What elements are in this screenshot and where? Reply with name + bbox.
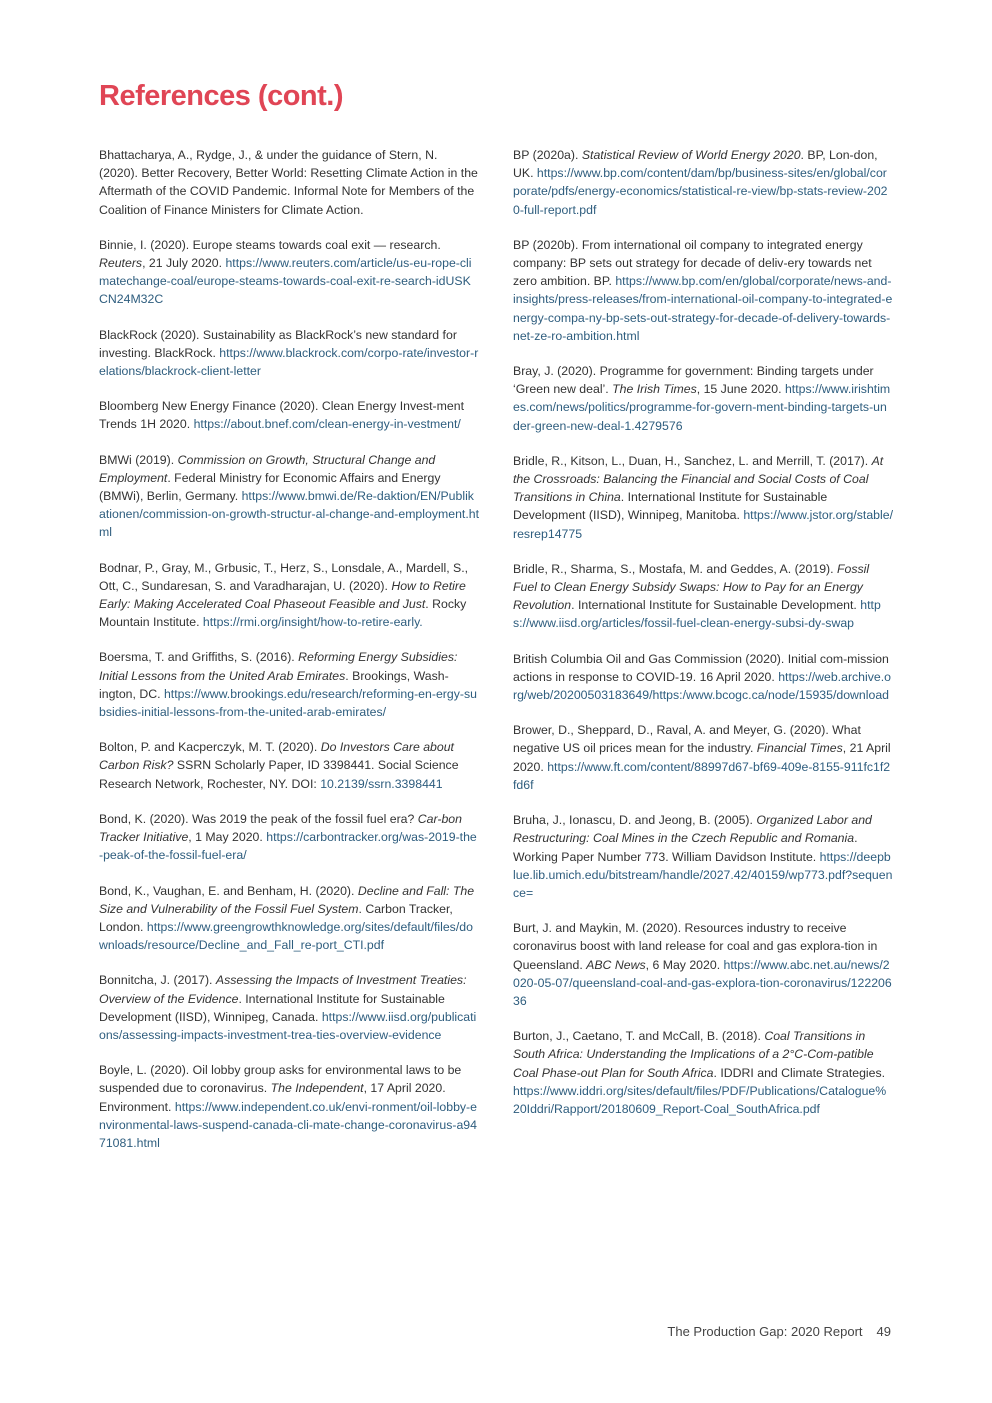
reference-entry: Burt, J. and Maykin, M. (2020). Resources industry to receive coronavirus boost with land release for coal and gas explora-tion in Queensland. ABC News, 6 May 2020. https://www.abc.net.au/news/2020-05-07/queensland-coal-and-gas-explora-tion-coronavirus/12220636 <box>513 921 892 1008</box>
reference-link[interactable]: https://www.bmwi.de/Re-daktion/EN/Publikationen/commission-on-growth-structur-al-change-and-employment.html <box>99 489 480 540</box>
reference-link[interactable]: https://www.greengrowthknowledge.org/sites/default/files/downloads/resource/Decline_and_Fall_re-port_CTI.pdf <box>99 919 473 953</box>
reference-link[interactable]: https://www.blackrock.com/corpo-rate/investor-relations/blackrock-client-letter <box>99 345 479 379</box>
reference-link[interactable]: https://www.reuters.com/article/us-eu-rope-climatechange-coal/europe-steams-towards-coal-exit-re-search-idUSKCN24M32C <box>99 256 472 307</box>
reference-entry: Burton, J., Caetano, T. and McCall, B. (2018). Coal Transitions in South Africa: Understanding the Implications of a 2°C-Com-patible Coal Phase-out Plan for South Africa. IDDRI and Climate Strategies. https://www.iddri.org/sites/default/files/PDF/Publications/Catalogue%20Iddri/Rapport/20180609_Report-Coal_SouthAfrica.pdf <box>513 1029 887 1116</box>
reference-link[interactable]: 10.2139/ssrn.3398441 <box>320 776 443 791</box>
references-right-column <box>513 146 893 1135</box>
reference-entry: Boyle, L. (2020). Oil lobby group asks for environmental laws to be suspended due to coronavirus. The Independent, 17 April 2020. Environment. https://www.independent.co.uk/envi-ronment/oil-lobby-environmental-laws-suspend-canada-cli-mate-change-coronavirus-a9471081.html <box>99 1063 477 1150</box>
reference-link[interactable]: https://rmi.org/insight/how-to-retire-early. <box>202 615 423 630</box>
reference-entry: Bhattacharya, A., Rydge, J., & under the guidance of Stern, N. (2020). Better Recovery, Better World: Resetting Climate Action in the Aftermath of the COVID Pandemic. Informal Note for Members of the Coalition of Finance Ministers for Climate Action. <box>99 148 478 217</box>
reference-entry: Brower, D., Sheppard, D., Raval, A. and Meyer, G. (2020). What negative US oil prices mean for the industry. Financial Times, 21 April 2020. https://www.ft.com/content/88997d67-bf69-409e-8155-911fc1f2fd6f <box>513 723 891 792</box>
reference-link[interactable]: https://www.bp.com/en/global/corporate/news-and-insights/press-releases/from-international-oil-company-to-integrated-energy-compa-ny-bp-sets-out-strategy-for-decade-of-delivery-towards-net-ze-ro-ambition.html <box>513 274 893 343</box>
reference-entry: Bond, K., Vaughan, E. and Benham, H. (2020). Decline and Fall: The Size and Vulnerability of the Fossil Fuel System. Carbon Tracker, London. https://www.greengrowthknowledge.org/sites/default/files/downloads/resource/Decline_and_Fall_re-port_CTI.pdf <box>99 883 475 953</box>
reference-link[interactable]: https://www.irishtimes.com/news/politics/programme-for-govern-ment-binding-targets-under-green-new-deal-1.4279576 <box>513 382 891 433</box>
reference-link[interactable]: https://www.iddri.org/sites/default/files/PDF/Publications/Catalogue%20Iddri/Rapport/20180609_Report-Coal_SouthAfrica.pdf <box>513 1083 887 1116</box>
reference-entry: British Columbia Oil and Gas Commission (2020). Initial com-mission actions in response to COVID-19. 16 April 2020. https://web.archive.org/web/20200503183649/https:/www.bcogc.ca/node/15935/download <box>513 651 891 703</box>
reference-entry: BP (2020a). Statistical Review of World Energy 2020. BP, Lon-don, UK. https://www.bp.com/content/dam/bp/business-sites/en/global/corporate/pdfs/energy-economics/statistical-re-view/bp-stats-review-2020-full-report.pdf <box>513 148 888 217</box>
reference-link[interactable]: https://www.independent.co.uk/envi-ronment/oil-lobby-environmental-laws-suspend-canada-cli-mate-change-coronavirus-a9471081.html <box>99 1099 477 1150</box>
reference-entry: BP (2020b). From international oil company to integrated energy company: BP sets out strategy for decade of deliv-ery towards net zero ambition. BP. https://www.bp.com/en/global/corporate/news-and-insights/press-releases/from-international-oil-company-to-integrated-energy-compa-ny-bp-sets-out-strategy-for-decade-of-delivery-towards-net-ze-ro-ambition.html <box>513 237 893 343</box>
reference-link[interactable]: https://www.abc.net.au/news/2020-05-07/queensland-coal-and-gas-explora-tion-coronavirus/12220636 <box>513 957 892 1008</box>
reference-entry: Bodnar, P., Gray, M., Grbusic, T., Herz, S., Lonsdale, A., Mardell, S., Ott, C., Sundaresan, S. and Varadharajan, U. (2020). How to Retire Early: Making Accelerated Coal Phaseout Feasible and Just. Rocky Mountain Institute. https://rmi.org/insight/how-to-retire-early. <box>99 560 469 630</box>
reference-entry: Bruha, J., Ionascu, D. and Jeong, B. (2005). Organized Labor and Restructuring: Coal Mines in the Czech Republic and Romania. Working Paper Number 773. William Davidson Institute. https://deepblue.lib.umich.edu/bitstream/handle/2027.42/40159/wp773.pdf?sequence= <box>513 813 893 900</box>
reference-entry: Boersma, T. and Griffiths, S. (2016). Reforming Energy Subsidies: Initial Lessons from the United Arab Emirates. Brookings, Wash-ington, DC. https://www.brookings.edu/research/reforming-en-ergy-subsidies-initial-lessons-from-the-united-arab-emirates/ <box>99 650 477 720</box>
page-number: 49 <box>876 1324 891 1339</box>
reference-entry: BMWi (2019). Commission on Growth, Structural Change and Employment. Federal Ministry for Economic Affairs and Energy (BMWi), Berlin, Germany. https://www.bmwi.de/Re-daktion/EN/Publikationen/commission-on-growth-structur-al-change-and-employment.html <box>99 452 480 540</box>
reference-link[interactable]: https://about.bnef.com/clean-energy-in-vestment/ <box>193 417 461 432</box>
report-title: The Production Gap: 2020 Report <box>667 1324 863 1339</box>
reference-entry: Bond, K. (2020). Was 2019 the peak of the fossil fuel era? Car-bon Tracker Initiative, 1 May 2020. https://carbontracker.org/was-2019-the-peak-of-the-fossil-fuel-era/ <box>99 811 477 863</box>
reference-entry: Binnie, I. (2020). Europe steams towards coal exit — research. Reuters, 21 July 2020. https://www.reuters.com/article/us-eu-rope-climatechange-coal/europe-steams-towards-coal-exit-re-search-idUSKCN24M32C <box>99 237 472 307</box>
references-left-column <box>99 146 479 1169</box>
reference-link[interactable]: https://web.archive.org/web/20200503183649/https:/www.bcogc.ca/node/15935/download <box>513 669 891 703</box>
reference-link[interactable]: https://carbontracker.org/was-2019-the-peak-of-the-fossil-fuel-era/ <box>99 830 477 863</box>
reference-link[interactable]: https://www.iisd.org/articles/fossil-fuel-clean-energy-subsi-dy-swap <box>513 598 881 631</box>
reference-entry: Bolton, P. and Kacperczyk, M. T. (2020). Do Investors Care about Carbon Risk? SSRN Scholarly Paper, ID 3398441. Social Science Research Network, Rochester, NY. DOI: 10.2139/ssrn.3398441 <box>99 740 459 791</box>
reference-link[interactable]: https://www.iisd.org/publications/assessing-impacts-investment-trea-ties-overview-evidence <box>99 1009 477 1042</box>
page-footer <box>667 1324 891 1339</box>
reference-entry: Bray, J. (2020). Programme for government: Binding targets under ‘Green new deal’. The Irish Times, 15 June 2020. https://www.irishtimes.com/news/politics/programme-for-govern-ment-binding-targets-under-green-new-deal-1.4279576 <box>513 364 891 433</box>
reference-link[interactable]: https://www.ft.com/content/88997d67-bf69-409e-8155-911fc1f2fd6f <box>513 759 891 792</box>
reference-link[interactable]: https://deepblue.lib.umich.edu/bitstream/handle/2027.42/40159/wp773.pdf?sequence= <box>513 849 893 900</box>
reference-entry: Bridle, R., Kitson, L., Duan, H., Sanchez, L. and Merrill, T. (2017). At the Crossroads: Balancing the Financial and Social Costs of Coal Transitions in China. International Institute for Sustainable Development (IISD), Winnipeg, Manitoba. https://www.jstor.org/stable/resrep14775 <box>513 453 894 541</box>
reference-entry: BlackRock (2020). Sustainability as BlackRock’s new standard for investing. BlackRock. https://www.blackrock.com/corpo-rate/investor-relations/blackrock-client-letter <box>99 327 479 379</box>
page-title: References (cont.) <box>99 80 344 112</box>
reference-link[interactable]: https://www.jstor.org/stable/resrep14775 <box>513 508 894 541</box>
reference-link[interactable]: https://www.bp.com/content/dam/bp/business-sites/en/global/corporate/pdfs/energy-economics/statistical-re-view/bp-stats-review-2020-full-report.pdf <box>513 166 888 217</box>
reference-link[interactable]: https://www.brookings.edu/research/reforming-en-ergy-subsidies-initial-lessons-from-the-united-arab-emirates/ <box>99 686 477 720</box>
reference-entry: Bonnitcha, J. (2017). Assessing the Impacts of Investment Treaties: Overview of the Evidence. International Institute for Sustainable Development (IISD), Winnipeg, Canada. https://www.iisd.org/publications/assessing-impacts-investment-trea-ties-overview-evidence <box>99 973 477 1042</box>
reference-entry: Bridle, R., Sharma, S., Mostafa, M. and Geddes, A. (2019). Fossil Fuel to Clean Energy Subsidy Swaps: How to Pay for an Energy Revolution. International Institute for Sustainable Development. https://www.iisd.org/articles/fossil-fuel-clean-energy-subsi-dy-swap <box>513 561 881 631</box>
reference-entry: Bloomberg New Energy Finance (2020). Clean Energy Invest-ment Trends 1H 2020. https://about.bnef.com/clean-energy-in-vestment/ <box>99 399 464 432</box>
